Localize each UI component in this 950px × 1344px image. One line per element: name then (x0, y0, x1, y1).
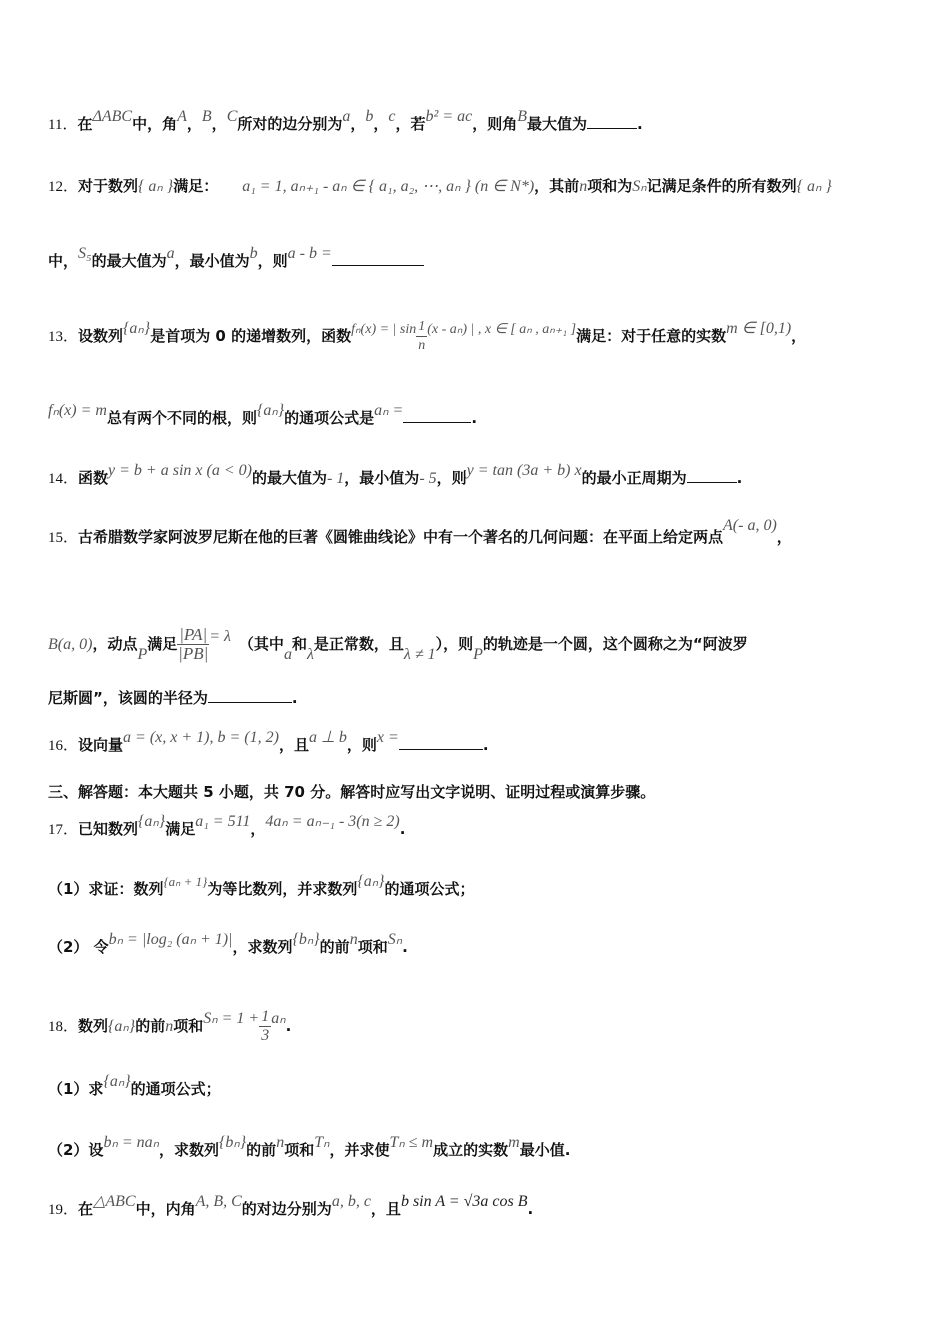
text: 项和 (357, 938, 388, 956)
math: Sₙ = 1 + (203, 1010, 260, 1027)
math: {aₙ} (123, 320, 151, 337)
text: 设向量 (78, 736, 124, 754)
math: aₙ = (374, 402, 404, 419)
text: （其中 (238, 635, 284, 653)
text: ， (211, 115, 227, 133)
question-number: 14． (48, 471, 79, 487)
text: 在 (78, 1200, 94, 1218)
math: fₙ(x) = m (48, 402, 107, 419)
question-17-part-1 (0, 873, 950, 899)
fraction (177, 626, 209, 663)
fraction (259, 1008, 271, 1045)
text: 项和 (173, 1017, 204, 1035)
math: a (283, 646, 292, 663)
text: . (471, 409, 478, 427)
math: B (517, 108, 528, 125)
text: （1）求 (48, 1080, 104, 1098)
text: 是首项为 0 的递增数列，函数 (150, 327, 352, 345)
question-number: 17． (48, 822, 79, 838)
question-number: 16． (48, 738, 79, 754)
text: . (637, 115, 643, 133)
answer-blank (332, 251, 424, 266)
math: n (349, 931, 358, 948)
math: n (165, 1018, 174, 1035)
text: ，且 (278, 736, 309, 754)
text: 对于数列 (78, 177, 139, 195)
question-11 (0, 108, 950, 134)
denominator: 3 (261, 1027, 270, 1044)
text: 的前 (319, 938, 350, 956)
math: △ABC (93, 1193, 136, 1210)
text: ， (250, 820, 266, 838)
answer-blank (587, 114, 637, 129)
answer-blank (208, 688, 292, 703)
section-heading (0, 781, 950, 802)
math: ΔABC (92, 108, 133, 125)
text: 中， (48, 252, 79, 270)
math: A, B, C (195, 1193, 242, 1210)
question-number: 19． (48, 1202, 79, 1218)
math: P (137, 646, 148, 663)
question-13-continued (0, 402, 950, 428)
math: B(a, 0) (48, 636, 93, 653)
question-17 (0, 813, 950, 839)
text: . (399, 820, 406, 838)
question-15-end (0, 687, 950, 708)
text: ），则 (435, 635, 474, 653)
question-13 (0, 318, 950, 355)
text: 总有两个不同的根，则 (106, 409, 257, 427)
math: {aₙ} (138, 813, 166, 830)
math: a, b, c (331, 1193, 371, 1210)
math: {aₙ} (103, 1073, 131, 1090)
math: λ ≠ 1 (403, 646, 436, 663)
math: bₙ = naₙ (103, 1134, 159, 1151)
math: m (508, 1134, 520, 1151)
math: a = (x, x + 1), b = (1, 2) (123, 729, 279, 746)
question-number: 11． (48, 117, 78, 133)
text: ， (350, 115, 366, 133)
text: ， (186, 115, 202, 133)
math: a₁ = 1, aₙ₊₁ - aₙ ∈ { a₁, a₂, ⋯, aₙ } (n ∈ N*) (242, 178, 535, 195)
text: 的前 (135, 1017, 166, 1035)
question-number: 12． (48, 179, 79, 195)
text: 最大值为 (527, 115, 588, 133)
math: {bₙ} (292, 931, 320, 948)
text: 项和为 (587, 177, 633, 195)
math: A (177, 108, 187, 125)
text: 设数列 (78, 327, 124, 345)
text: 中，角 (132, 115, 178, 133)
math: = λ (209, 628, 231, 645)
text: 和 (291, 635, 307, 653)
math: c (388, 108, 396, 125)
text: ， (373, 115, 389, 133)
math: λ (306, 646, 314, 663)
text: ， (776, 528, 792, 546)
math: Tₙ ≤ m (389, 1134, 434, 1151)
text: ，若 (395, 115, 426, 133)
text: 的最大值为 (91, 252, 167, 270)
question-18-part-2 (0, 1134, 950, 1160)
math: b (365, 108, 374, 125)
text: （1）求证：数列 (48, 880, 164, 898)
math: a (342, 108, 351, 125)
math: { aₙ } (138, 178, 174, 195)
math: n (579, 178, 588, 195)
text: 的通项公式； (130, 1080, 221, 1098)
text: 的对边分别为 (241, 1200, 332, 1218)
math: Tₙ (314, 1134, 330, 1151)
math: {aₙ} (357, 873, 385, 890)
text: 项和 (284, 1141, 315, 1159)
text: ，动点 (92, 635, 138, 653)
text: 成立的实数 (433, 1141, 509, 1159)
text: 的前 (246, 1141, 277, 1159)
math: bₙ = |log₂ (aₙ + 1)| (108, 931, 233, 948)
text: . (291, 689, 298, 707)
text: 记满足条件的所有数列 (646, 177, 797, 195)
text: 古希腊数学家阿波罗尼斯在他的巨著《圆锥曲线论》中有一个著名的几何问题：在平面上给定两点 (78, 528, 724, 546)
text: . (527, 1200, 534, 1218)
text: . (482, 736, 489, 754)
denominator: |PB| (178, 644, 209, 663)
text: ，则 (257, 252, 288, 270)
denominator: n (418, 338, 426, 353)
text: . (285, 1017, 292, 1035)
text: ，最小值为 (344, 469, 420, 487)
answer-blank (687, 468, 737, 483)
math: a₁ = 511 (195, 813, 251, 830)
text: 的最大值为 (251, 469, 327, 487)
text: （2） 令 (48, 938, 109, 956)
text: （2）设 (48, 1141, 104, 1159)
numerator: 1 (416, 318, 427, 337)
math: Sₙ (632, 178, 647, 195)
text: ，则 (346, 736, 377, 754)
text: ，求数列 (158, 1141, 219, 1159)
text: 的通项公式； (384, 880, 475, 898)
text: ，最小值为 (174, 252, 250, 270)
numerator: |PA| (179, 625, 208, 644)
math: b (249, 245, 258, 262)
text: 满足 (165, 820, 196, 838)
math: - 1 (326, 470, 345, 487)
question-19 (0, 1193, 950, 1219)
question-17-part-2 (0, 931, 950, 957)
math: aₙ (271, 1010, 286, 1027)
answer-blank (403, 408, 471, 423)
math: x = (376, 729, 399, 746)
math: { aₙ } (796, 178, 832, 195)
math: A(- a, 0) (723, 517, 777, 534)
math: S₅ (78, 245, 92, 262)
numerator: 1 (261, 1008, 270, 1025)
text: 数列 (78, 1017, 109, 1035)
math: a (166, 245, 175, 262)
math: fₙ(x) = | sin (351, 322, 417, 337)
math: (x - aₙ) | , x ∈ [ aₙ , aₙ₊₁ ] (427, 322, 577, 337)
text: ，则 (436, 469, 467, 487)
fraction (416, 318, 427, 355)
text: ，求数列 (232, 938, 293, 956)
text: . (736, 469, 743, 487)
text: 满足： (173, 177, 219, 195)
text: ，其前 (534, 177, 580, 195)
question-15 (0, 517, 950, 547)
question-16 (0, 729, 950, 755)
math: {aₙ} (256, 402, 285, 419)
text: 函数 (78, 469, 109, 487)
math: {aₙ + 1} (163, 874, 208, 889)
text: 已知数列 (78, 820, 139, 838)
text: 中，内角 (135, 1200, 196, 1218)
text: . (402, 938, 408, 956)
text: 最小值. (519, 1141, 571, 1159)
text: 满足 (147, 635, 178, 653)
math: B (201, 108, 212, 125)
text: 为等比数列，并求数列 (207, 880, 358, 898)
math: C (226, 108, 238, 125)
math: y = tan (3a + b) x (466, 462, 582, 479)
text: 是正常数，且 (313, 635, 404, 653)
math: b sin A = √3a cos B (400, 1193, 528, 1210)
text: 的通项公式是 (284, 409, 375, 427)
question-14 (0, 462, 950, 488)
question-12 (0, 175, 950, 196)
math: Sₙ (387, 931, 403, 948)
text: ， (791, 327, 807, 345)
math: {aₙ} (108, 1018, 136, 1035)
text: 满足：对于任意的实数 (576, 327, 727, 345)
text: ，则角 (472, 115, 518, 133)
text: ，并求使 (329, 1141, 390, 1159)
math: y = b + a sin x (a < 0) (108, 462, 252, 479)
text: ，且 (370, 1200, 401, 1218)
question-15-continued (0, 626, 950, 663)
math: b² = ac (425, 108, 473, 125)
math: m ∈ [0,1) (726, 320, 792, 337)
math: a - b = (287, 245, 332, 262)
math: P (473, 646, 483, 663)
section-title: 三、解答题：本大题共 5 小题，共 70 分。解答时应写出文字说明、证明过程或演算步骤。 (48, 783, 656, 801)
math: {bₙ} (219, 1134, 247, 1151)
text: 尼斯圆”，该圆的半径为 (48, 689, 208, 707)
question-number: 18． (48, 1019, 79, 1035)
text: 的最小正周期为 (581, 469, 687, 487)
math: a ⊥ b (308, 729, 347, 746)
question-18 (0, 1008, 950, 1045)
question-number: 13． (48, 329, 79, 345)
question-12-continued (0, 245, 950, 271)
math: - 5 (419, 470, 437, 487)
question-18-part-1 (0, 1073, 950, 1099)
math: 4aₙ = aₙ₋₁ - 3(n ≥ 2) (265, 813, 400, 830)
math: n (276, 1134, 285, 1151)
text: 在 (77, 115, 93, 133)
text: 所对的边分别为 (237, 115, 343, 133)
question-number: 15． (48, 530, 79, 546)
text: 的轨迹是一个圆，这个圆称之为“阿波罗 (482, 635, 748, 653)
answer-blank (399, 735, 483, 750)
